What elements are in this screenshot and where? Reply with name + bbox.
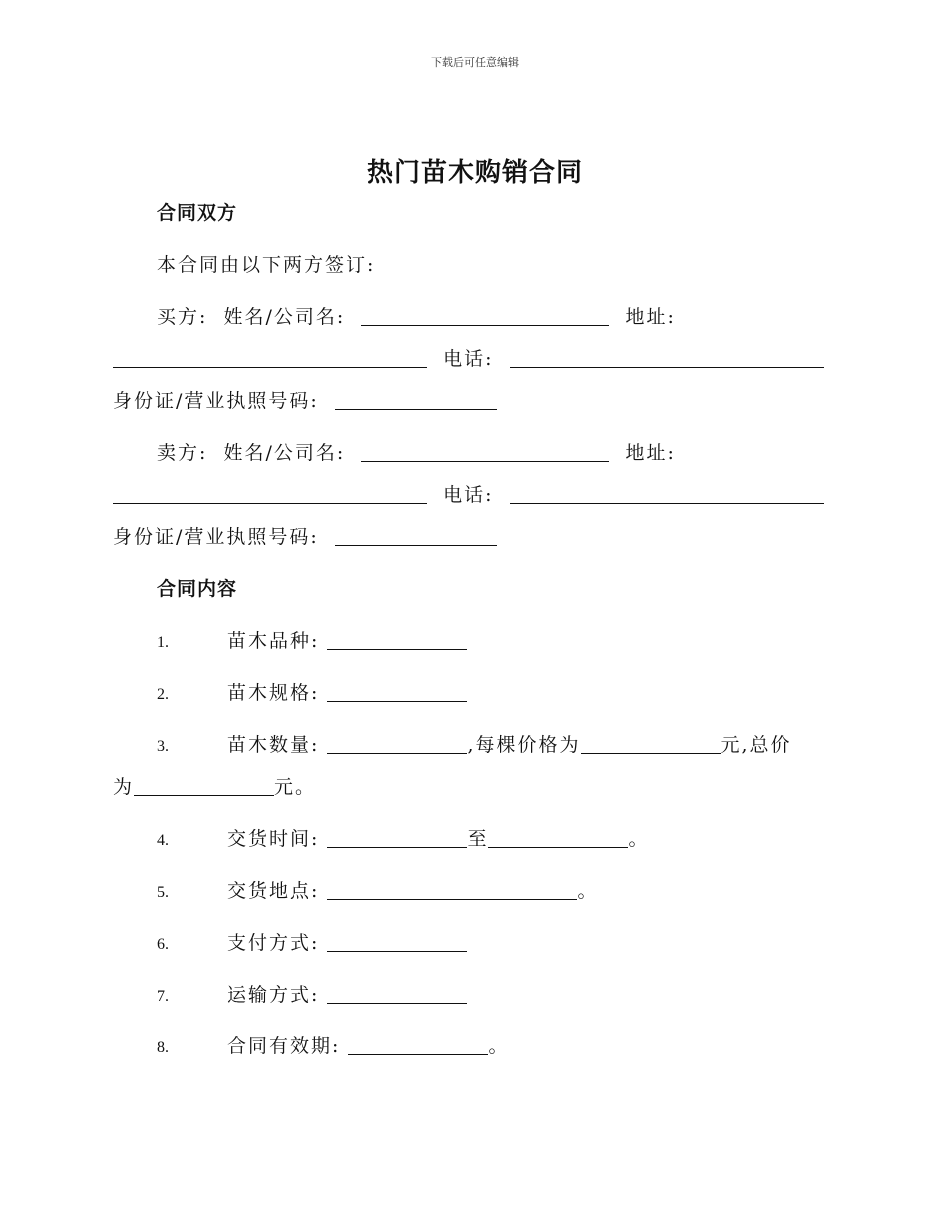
item-label: 交货时间: (227, 828, 320, 850)
total-price-field[interactable] (134, 777, 274, 796)
seller-name-field[interactable] (361, 443, 609, 462)
period: 。 (628, 828, 650, 850)
buyer-id-label: 身份证/营业执照号码: (113, 390, 319, 412)
list-item (157, 626, 877, 653)
list-item (157, 980, 877, 1007)
item-number: 7. (157, 988, 169, 1005)
seller-address-field[interactable] (113, 485, 427, 504)
quantity-field[interactable] (327, 735, 467, 754)
section-heading-parties: 合同双方 (157, 202, 238, 224)
list-item (157, 730, 877, 757)
section-heading-content: 合同内容 (157, 578, 238, 600)
seller-phone-field[interactable] (510, 485, 824, 504)
seller-line-3 (113, 522, 833, 549)
item-label: 苗木规格: (227, 682, 320, 704)
list-item (157, 678, 877, 705)
period: 。 (577, 880, 599, 902)
document-title: 热门苗木购销合同 (366, 158, 583, 188)
buyer-label: 买方: (157, 306, 208, 328)
buyer-phone-label: 电话: (443, 348, 494, 370)
seller-name-label: 姓名/公司名: (223, 442, 346, 464)
payment-method-field[interactable] (327, 933, 467, 952)
delivery-end-field[interactable] (488, 829, 628, 848)
list-item (157, 1031, 877, 1058)
variety-field[interactable] (327, 631, 467, 650)
buyer-line-2 (113, 344, 833, 371)
total-label: 元,总价 (720, 734, 792, 756)
unit-price-field[interactable] (581, 735, 721, 754)
item-number: 2. (157, 686, 169, 703)
seller-address-label: 地址: (625, 442, 676, 464)
list-item (157, 824, 877, 851)
delivery-place-field[interactable] (327, 881, 577, 900)
item-label: 合同有效期: (227, 1035, 341, 1057)
seller-id-field[interactable] (335, 527, 497, 546)
seller-label: 卖方: (157, 442, 208, 464)
buyer-line-1 (157, 302, 877, 329)
buyer-address-label: 地址: (625, 306, 676, 328)
buyer-name-label: 姓名/公司名: (223, 306, 346, 328)
seller-id-label: 身份证/营业执照号码: (113, 526, 319, 548)
list-item (157, 876, 877, 903)
buyer-phone-field[interactable] (510, 349, 824, 368)
unit-price-label: ,每棵价格为 (467, 734, 581, 756)
item-label: 交货地点: (227, 880, 320, 902)
item-label: 支付方式: (227, 932, 320, 954)
item-label: 苗木品种: (227, 630, 320, 652)
buyer-name-field[interactable] (361, 307, 609, 326)
list-item (157, 928, 877, 955)
item-number: 5. (157, 884, 169, 901)
buyer-address-field[interactable] (113, 349, 427, 368)
buyer-line-3 (113, 386, 833, 413)
seller-phone-label: 电话: (443, 484, 494, 506)
to-label: 至 (467, 828, 489, 850)
item-number: 6. (157, 936, 169, 953)
delivery-start-field[interactable] (327, 829, 467, 848)
transport-method-field[interactable] (327, 985, 467, 1004)
item-label: 运输方式: (227, 984, 320, 1006)
total-suffix: 元。 (274, 776, 317, 798)
spec-field[interactable] (327, 683, 467, 702)
seller-line-1 (157, 438, 877, 465)
list-item-continuation (113, 772, 833, 799)
header-note: 下载后可任意编辑 (431, 56, 519, 69)
item-label: 苗木数量: (227, 734, 320, 756)
item-number: 3. (157, 738, 169, 755)
buyer-id-field[interactable] (335, 391, 497, 410)
item-number: 4. (157, 832, 169, 849)
period: 。 (488, 1035, 510, 1057)
validity-field[interactable] (348, 1036, 488, 1055)
total-prefix: 为 (113, 776, 135, 798)
item-number: 8. (157, 1039, 169, 1056)
item-number: 1. (157, 634, 169, 651)
seller-line-2 (113, 480, 833, 507)
intro-text: 本合同由以下两方签订: (157, 254, 376, 276)
